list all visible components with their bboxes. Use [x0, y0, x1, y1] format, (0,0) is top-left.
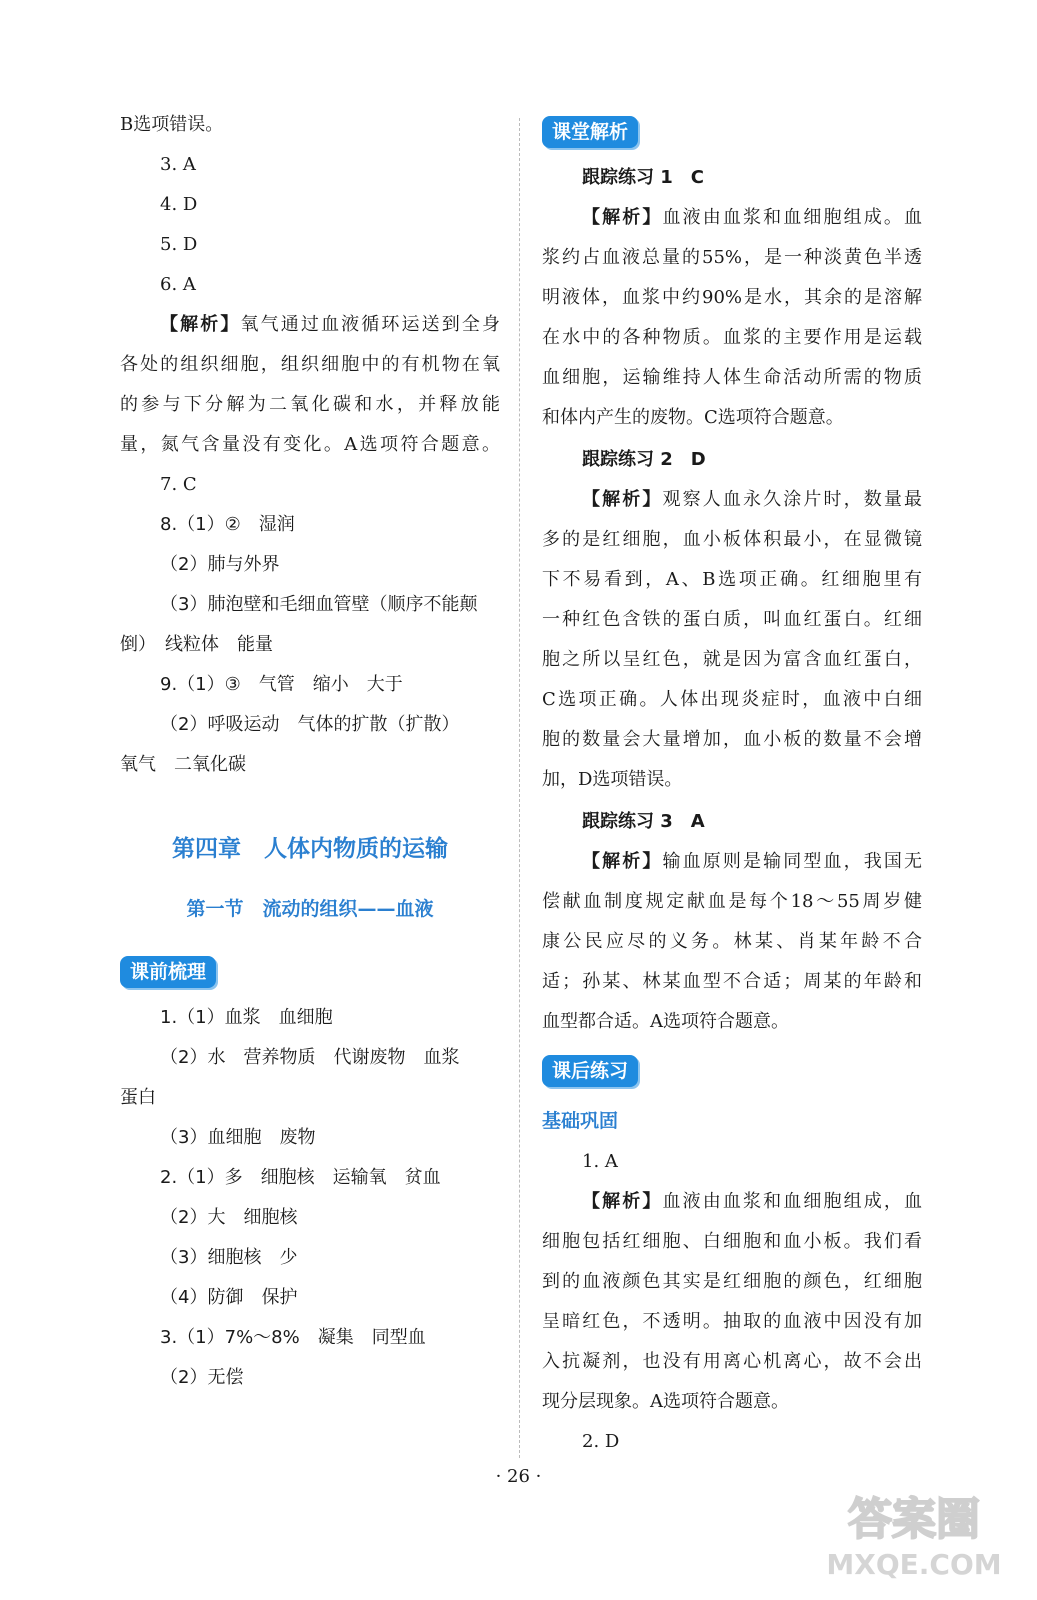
- pill-after-class: 课后练习: [542, 1055, 638, 1087]
- analysis-line: 浆约占血液总量的55%，是一种淡黄色半透: [542, 247, 922, 268]
- analysis-line: 呈暗红色，不透明。抽取的血液中因没有加: [542, 1311, 922, 1332]
- pre-1-1: 1.（1）血浆 血细胞: [160, 1007, 333, 1028]
- exercise-2-head: 跟踪练习 2 D: [582, 449, 706, 470]
- analysis-line: 胞的数量会大量增加，血小板的数量不会增: [542, 729, 922, 750]
- exercise-1-head: 跟踪练习 1 C: [582, 167, 705, 188]
- analysis-line: 多的是红细胞，血小板体积最小，在显微镜: [542, 529, 922, 550]
- analysis-line: 加，D选项错误。: [542, 769, 683, 790]
- pre-2-4: （4）防御 保护: [160, 1287, 298, 1308]
- analysis-label: 【解析】: [582, 851, 663, 872]
- page-number: · 26 ·: [495, 1466, 542, 1487]
- answer-6: 6. A: [160, 274, 196, 295]
- analysis-line: 【解析】血液由血浆和血细胞组成，血: [582, 1191, 922, 1212]
- analysis-line: 【解析】输血原则是输同型血，我国无: [582, 851, 922, 872]
- text-line: B选项错误。: [120, 114, 224, 135]
- answer-8-1: 8.（1）② 湿润: [160, 514, 295, 535]
- answer-9-1: 9.（1）③ 气管 缩小 大于: [160, 674, 403, 695]
- answer-b1: 1. A: [582, 1151, 618, 1172]
- answer-b2: 2. D: [582, 1431, 620, 1452]
- column-divider: [519, 118, 520, 1458]
- answer-4: 4. D: [160, 194, 198, 215]
- analysis-line: 胞之所以呈红色，就是因为富含血红蛋白，: [542, 649, 922, 670]
- analysis-line: 一种红色含铁的蛋白质，叫血红蛋白。红细: [542, 609, 922, 630]
- analysis-line: 【解析】血液由血浆和血细胞组成。血: [582, 207, 922, 228]
- analysis-line: C选项正确。人体出现炎症时，血液中白细: [542, 689, 922, 710]
- analysis-label: 【解析】: [582, 1191, 663, 1212]
- analysis-label: 【解析】: [160, 314, 241, 335]
- pre-3-2: （2）无偿: [160, 1367, 244, 1388]
- analysis-line: 【解析】观察人血永久涂片时，数量最: [582, 489, 922, 510]
- answer-8-2: （2）肺与外界: [160, 554, 280, 575]
- answer-9-2: （2）呼吸运动 气体的扩散（扩散）: [160, 714, 460, 735]
- answer-5: 5. D: [160, 234, 198, 255]
- answer-8-3-cont: 倒） 线粒体 能量: [120, 634, 273, 655]
- pre-1-2: （2）水 营养物质 代谢废物 血浆: [160, 1047, 460, 1068]
- chapter-title: 第四章 人体内物质的运输: [172, 836, 448, 862]
- answer-9-2-cont: 氧气 二氧化碳: [120, 754, 246, 775]
- pill-in-class: 课堂解析: [542, 116, 638, 148]
- analysis-line: 下不易看到，A、B选项正确。红细胞里有: [542, 569, 922, 590]
- analysis-line: 各处的组织细胞，组织细胞中的有机物在氧: [120, 354, 500, 375]
- analysis-line: 明液体，血浆中约90%是水，其余的是溶解: [542, 287, 922, 308]
- answer-3: 3. A: [160, 154, 196, 175]
- analysis-line: 的参与下分解为二氧化碳和水，并释放能: [120, 394, 500, 415]
- analysis-line: 量，氮气含量没有变化。A选项符合题意。: [120, 434, 500, 455]
- pre-3-1: 3.（1）7%～8% 凝集 同型血: [160, 1327, 426, 1348]
- analysis-line: 血细胞，运输维持人体生命活动所需的物质: [542, 367, 922, 388]
- pre-1-3: （3）血细胞 废物: [160, 1127, 316, 1148]
- pre-2-1: 2.（1）多 细胞核 运输氧 贫血: [160, 1167, 441, 1188]
- watermark-text: 答案圈: [848, 1494, 980, 1545]
- analysis-line: 细胞包括红细胞、白细胞和血小板。我们看: [542, 1231, 922, 1252]
- section-title: 第一节 流动的组织——血液: [186, 898, 434, 920]
- analysis-label: 【解析】: [582, 207, 663, 228]
- analysis-line: 血型都合适。A选项符合题意。: [542, 1011, 789, 1032]
- answer-7: 7. C: [160, 474, 197, 495]
- analysis-line: 适；孙某、林某血型不合适；周某的年龄和: [542, 971, 922, 992]
- watermark-logo: [819, 1476, 1009, 1586]
- analysis-line: 到的血液颜色其实是红细胞的颜色，红细胞: [542, 1271, 922, 1292]
- exercise-3-head: 跟踪练习 3 A: [582, 811, 705, 832]
- analysis-line: 入抗凝剂，也没有用离心机离心，故不会出: [542, 1351, 922, 1372]
- analysis-line: 偿献血制度规定献血是每个18～55周岁健: [542, 891, 922, 912]
- analysis-label: 【解析】: [582, 489, 663, 510]
- pre-1-2-cont: 蛋白: [120, 1087, 156, 1108]
- pill-pre-class: 课前梳理: [120, 956, 216, 988]
- pre-2-2: （2）大 细胞核: [160, 1207, 298, 1228]
- subhead-basic: 基础巩固: [542, 1110, 619, 1132]
- analysis-line: 和体内产生的废物。C选项符合题意。: [542, 407, 844, 428]
- answer-8-3: （3）肺泡壁和毛细血管壁（顺序不能颠: [160, 594, 478, 615]
- analysis-line: 在水中的各种物质。血浆的主要作用是运载: [542, 327, 922, 348]
- watermark-url: MXQE.COM: [826, 1548, 1002, 1581]
- analysis-line: 【解析】氧气通过血液循环运送到全身: [160, 314, 500, 335]
- analysis-line: 康公民应尽的义务。林某、肖某年龄不合: [542, 931, 922, 952]
- analysis-line: 现分层现象。A选项符合题意。: [542, 1391, 789, 1412]
- pre-2-3: （3）细胞核 少: [160, 1247, 298, 1268]
